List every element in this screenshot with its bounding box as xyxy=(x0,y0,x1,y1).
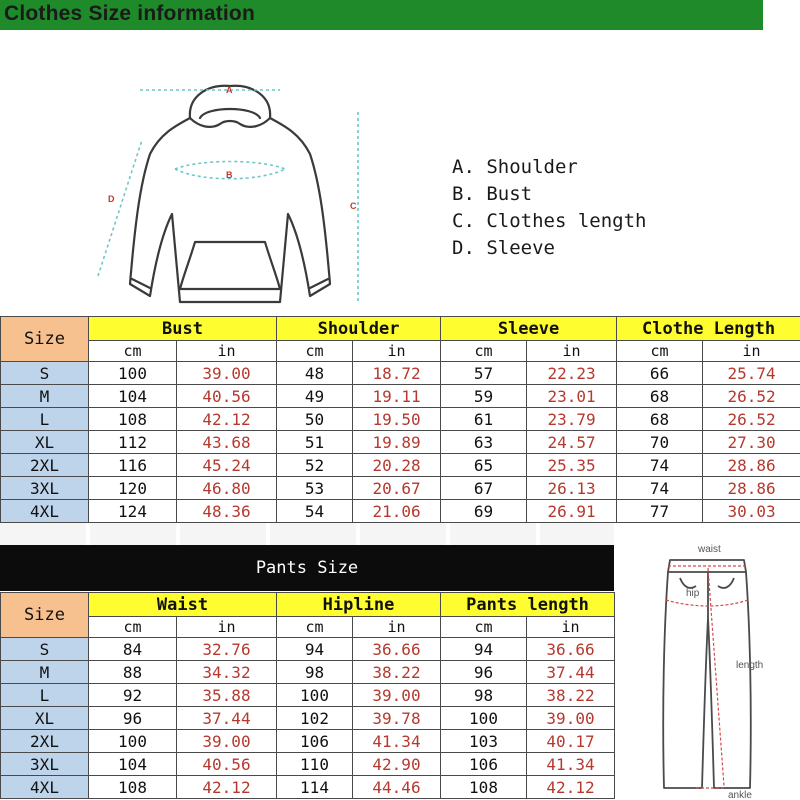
legend-item: B. Bust xyxy=(452,183,533,205)
in-value-cell: 42.90 xyxy=(353,753,441,776)
size-cell: S xyxy=(1,638,89,661)
table-row xyxy=(1,500,800,523)
in-value-cell: 37.44 xyxy=(527,661,615,684)
cm-value-cell: 100 xyxy=(89,362,177,385)
in-value-cell: 34.32 xyxy=(177,661,277,684)
in-value-cell: 19.11 xyxy=(353,385,441,408)
cm-value-cell: 112 xyxy=(89,431,177,454)
table-row xyxy=(1,707,615,730)
pants-illustration xyxy=(624,538,800,800)
cm-value-cell: 57 xyxy=(441,362,527,385)
table-row xyxy=(1,477,800,500)
column-group-waist: Waist xyxy=(89,593,277,617)
cm-value-cell: 74 xyxy=(617,477,703,500)
in-value-cell: 24.57 xyxy=(527,431,617,454)
cm-value-cell: 104 xyxy=(89,385,177,408)
page-title: Clothes Size information xyxy=(4,2,255,25)
divider-strip xyxy=(0,523,614,545)
in-value-cell: 39.78 xyxy=(353,707,441,730)
cm-value-cell: 50 xyxy=(277,408,353,431)
in-value-cell: 19.50 xyxy=(353,408,441,431)
size-cell: XL xyxy=(1,431,89,454)
in-value-cell: 36.66 xyxy=(527,638,615,661)
size-cell: 2XL xyxy=(1,730,89,753)
unit-in-label: in xyxy=(703,341,800,362)
cm-value-cell: 65 xyxy=(441,454,527,477)
label-b: B xyxy=(226,170,233,180)
column-group-bust: Bust xyxy=(89,317,277,341)
cm-value-cell: 106 xyxy=(277,730,353,753)
in-value-cell: 39.00 xyxy=(177,730,277,753)
unit-cm-label: cm xyxy=(617,341,703,362)
cm-value-cell: 94 xyxy=(441,638,527,661)
cm-value-cell: 104 xyxy=(89,753,177,776)
size-cell: 4XL xyxy=(1,776,89,799)
pants-size-table xyxy=(0,592,615,799)
table-row xyxy=(1,638,615,661)
cm-value-cell: 120 xyxy=(89,477,177,500)
cm-value-cell: 48 xyxy=(277,362,353,385)
cm-value-cell: 110 xyxy=(277,753,353,776)
in-value-cell: 28.86 xyxy=(703,477,800,500)
in-value-cell: 32.76 xyxy=(177,638,277,661)
size-cell: M xyxy=(1,385,89,408)
cm-value-cell: 108 xyxy=(89,776,177,799)
column-group-sleeve: Sleeve xyxy=(441,317,617,341)
in-value-cell: 41.34 xyxy=(527,753,615,776)
in-value-cell: 39.00 xyxy=(527,707,615,730)
size-cell: L xyxy=(1,408,89,431)
unit-cm-label: cm xyxy=(89,341,177,362)
legend-item: C. Clothes length xyxy=(452,210,647,232)
in-value-cell: 30.03 xyxy=(703,500,800,523)
cm-value-cell: 74 xyxy=(617,454,703,477)
in-value-cell: 26.52 xyxy=(703,385,800,408)
in-value-cell: 36.66 xyxy=(353,638,441,661)
hoodie-illustration xyxy=(80,74,380,309)
legend-item: D. Sleeve xyxy=(452,237,555,259)
cm-value-cell: 103 xyxy=(441,730,527,753)
cm-value-cell: 98 xyxy=(277,661,353,684)
table-row xyxy=(1,684,615,707)
in-value-cell: 48.36 xyxy=(177,500,277,523)
unit-cm-label: cm xyxy=(441,617,527,638)
cm-value-cell: 92 xyxy=(89,684,177,707)
cm-value-cell: 102 xyxy=(277,707,353,730)
cm-value-cell: 100 xyxy=(277,684,353,707)
in-value-cell: 40.56 xyxy=(177,753,277,776)
column-group-clothe-length: Clothe Length xyxy=(617,317,800,341)
cm-value-cell: 98 xyxy=(441,684,527,707)
cm-value-cell: 96 xyxy=(441,661,527,684)
in-value-cell: 45.24 xyxy=(177,454,277,477)
size-cell: 3XL xyxy=(1,477,89,500)
in-value-cell: 42.12 xyxy=(177,408,277,431)
unit-in-label: in xyxy=(353,617,441,638)
in-value-cell: 20.28 xyxy=(353,454,441,477)
cm-value-cell: 108 xyxy=(89,408,177,431)
size-cell: 3XL xyxy=(1,753,89,776)
table-row xyxy=(1,431,800,454)
in-value-cell: 38.22 xyxy=(353,661,441,684)
hip-label: hip xyxy=(686,588,700,599)
cm-value-cell: 49 xyxy=(277,385,353,408)
table-row xyxy=(1,408,800,431)
label-c: C xyxy=(350,201,357,211)
clothes-size-table xyxy=(0,316,800,523)
label-d: D xyxy=(108,194,115,204)
in-value-cell: 22.23 xyxy=(527,362,617,385)
cm-value-cell: 68 xyxy=(617,408,703,431)
table-row xyxy=(1,362,800,385)
unit-in-label: in xyxy=(177,617,277,638)
in-value-cell: 21.06 xyxy=(353,500,441,523)
cm-value-cell: 54 xyxy=(277,500,353,523)
unit-cm-label: cm xyxy=(89,617,177,638)
unit-in-label: in xyxy=(177,341,277,362)
cm-value-cell: 100 xyxy=(89,730,177,753)
table-row xyxy=(1,385,800,408)
ankle-label: ankle xyxy=(728,790,752,800)
in-value-cell: 23.79 xyxy=(527,408,617,431)
in-value-cell: 46.80 xyxy=(177,477,277,500)
in-value-cell: 25.35 xyxy=(527,454,617,477)
measurement-legend xyxy=(452,154,647,262)
cm-value-cell: 124 xyxy=(89,500,177,523)
cm-value-cell: 116 xyxy=(89,454,177,477)
column-group-pants-length: Pants length xyxy=(441,593,615,617)
in-value-cell: 42.12 xyxy=(527,776,615,799)
in-value-cell: 19.89 xyxy=(353,431,441,454)
label-a: A xyxy=(226,85,233,95)
in-value-cell: 37.44 xyxy=(177,707,277,730)
size-header: Size xyxy=(1,317,89,362)
in-value-cell: 38.22 xyxy=(527,684,615,707)
unit-in-label: in xyxy=(527,341,617,362)
in-value-cell: 20.67 xyxy=(353,477,441,500)
unit-cm-label: cm xyxy=(441,341,527,362)
cm-value-cell: 67 xyxy=(441,477,527,500)
cm-value-cell: 94 xyxy=(277,638,353,661)
in-value-cell: 26.91 xyxy=(527,500,617,523)
in-value-cell: 39.00 xyxy=(177,362,277,385)
in-value-cell: 35.88 xyxy=(177,684,277,707)
header-bar xyxy=(0,0,763,30)
size-cell: M xyxy=(1,661,89,684)
cm-value-cell: 77 xyxy=(617,500,703,523)
in-value-cell: 23.01 xyxy=(527,385,617,408)
size-cell: XL xyxy=(1,707,89,730)
cm-value-cell: 106 xyxy=(441,753,527,776)
in-value-cell: 27.30 xyxy=(703,431,800,454)
length-label: length xyxy=(736,660,764,671)
legend-item: A. Shoulder xyxy=(452,156,578,178)
unit-cm-label: cm xyxy=(277,341,353,362)
size-cell: L xyxy=(1,684,89,707)
cm-value-cell: 88 xyxy=(89,661,177,684)
in-value-cell: 44.46 xyxy=(353,776,441,799)
size-cell: 4XL xyxy=(1,500,89,523)
column-group-shoulder: Shoulder xyxy=(277,317,441,341)
waist-label: waist xyxy=(698,544,721,555)
table-row xyxy=(1,661,615,684)
table-row xyxy=(1,776,615,799)
cm-value-cell: 96 xyxy=(89,707,177,730)
cm-value-cell: 59 xyxy=(441,385,527,408)
in-value-cell: 42.12 xyxy=(177,776,277,799)
cm-value-cell: 68 xyxy=(617,385,703,408)
in-value-cell: 40.56 xyxy=(177,385,277,408)
cm-value-cell: 61 xyxy=(441,408,527,431)
cm-value-cell: 53 xyxy=(277,477,353,500)
table-row xyxy=(1,753,615,776)
cm-value-cell: 69 xyxy=(441,500,527,523)
cm-value-cell: 66 xyxy=(617,362,703,385)
in-value-cell: 39.00 xyxy=(353,684,441,707)
in-value-cell: 26.13 xyxy=(527,477,617,500)
pants-size-banner: Pants Size xyxy=(0,545,614,591)
in-value-cell: 40.17 xyxy=(527,730,615,753)
in-value-cell: 25.74 xyxy=(703,362,800,385)
cm-value-cell: 51 xyxy=(277,431,353,454)
cm-value-cell: 63 xyxy=(441,431,527,454)
column-group-hipline: Hipline xyxy=(277,593,441,617)
size-cell: S xyxy=(1,362,89,385)
unit-in-label: in xyxy=(353,341,441,362)
in-value-cell: 26.52 xyxy=(703,408,800,431)
in-value-cell: 43.68 xyxy=(177,431,277,454)
cm-value-cell: 84 xyxy=(89,638,177,661)
unit-cm-label: cm xyxy=(277,617,353,638)
in-value-cell: 18.72 xyxy=(353,362,441,385)
in-value-cell: 41.34 xyxy=(353,730,441,753)
cm-value-cell: 114 xyxy=(277,776,353,799)
cm-value-cell: 70 xyxy=(617,431,703,454)
size-cell: 2XL xyxy=(1,454,89,477)
cm-value-cell: 108 xyxy=(441,776,527,799)
in-value-cell: 28.86 xyxy=(703,454,800,477)
cm-value-cell: 100 xyxy=(441,707,527,730)
table-row xyxy=(1,454,800,477)
size-header: Size xyxy=(1,593,89,638)
unit-in-label: in xyxy=(527,617,615,638)
cm-value-cell: 52 xyxy=(277,454,353,477)
table-row xyxy=(1,730,615,753)
